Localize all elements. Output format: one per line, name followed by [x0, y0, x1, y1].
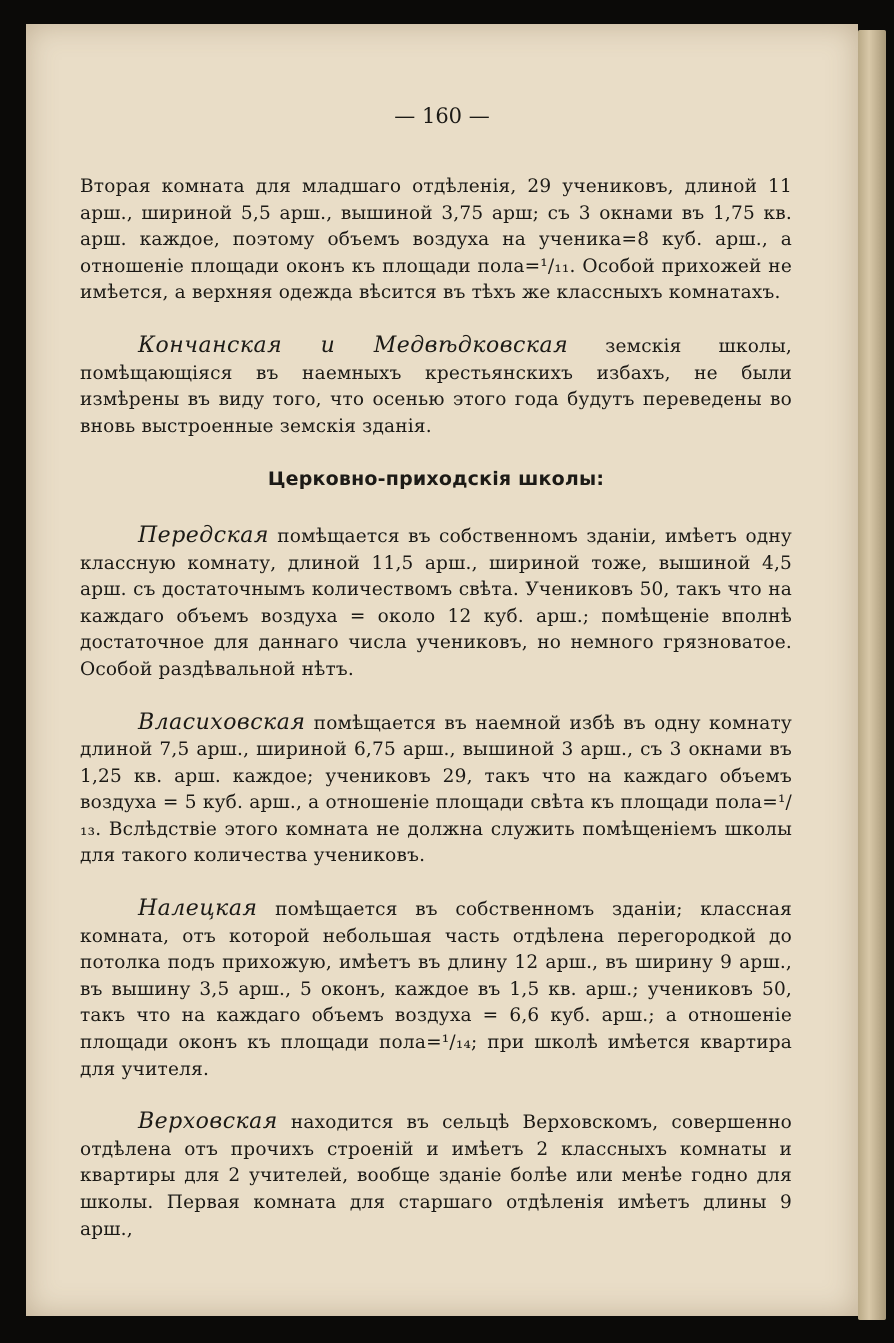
adjacent-page-edge: [858, 30, 886, 1320]
paragraph-second-room: [80, 174, 792, 307]
paragraph-peredskaya: [80, 523, 792, 684]
book-page: [26, 24, 858, 1316]
school-name: Налецкая: [138, 896, 258, 922]
section-heading: Церковно-приходскія школы:: [267, 468, 605, 491]
paragraph-verkhovskaya: [80, 1109, 792, 1243]
page-number: — 160 —: [394, 104, 490, 128]
school-name: Передская: [138, 522, 269, 548]
paragraph-text: Вторая комната для младшаго отдѣленія, 29 учениковъ, длиной 11 арш., шириной 5,5 арш., вышиной 3,75 арш; съ 3 окнами въ 1,75 кв. арш. каждое, поэтому объемъ воздуха на ученика=8 куб. арш., а отношеніе площади оконъ къ площади пола=¹/₁₁. Особой прихожей не имѣется, а верхняя одежда вѣсится въ тѣхъ же классныхъ комнатахъ.: [80, 176, 792, 304]
school-name: Верховская: [138, 1109, 278, 1135]
page-body: [80, 174, 792, 1269]
paragraph-konchanskaya: [80, 333, 792, 440]
paragraph-text: помѣщается въ собственномъ зданіи, имѣетъ одну классную комнату, длиной 11,5 арш., шириной тоже, вышиной 4,5 арш. съ достаточнымъ количествомъ свѣта. Учениковъ 50, такъ что на каждаго объемъ воздуха = около 12 куб. арш.; помѣщеніе вполнѣ достаточное для даннаго числа учениковъ, но немного грязноватое. Особой раздѣвальной нѣтъ.: [80, 525, 792, 680]
paragraph-vlasikhovskaya: [80, 710, 792, 871]
school-name: Власиховская: [138, 709, 306, 735]
paragraph-text: находится въ сельцѣ Верховскомъ, совершенно отдѣлена отъ прочихъ строеній и имѣетъ 2 классныхъ комнаты и квартиры для 2 учителей, вообще зданіе болѣе или менѣе годно для школы. Первая комната для старшаго отдѣленія имѣетъ длины 9 арш.,: [80, 1112, 792, 1240]
paragraph-naletskaya: [80, 896, 792, 1083]
paragraph-text: помѣщается въ наемной избѣ въ одну комнату длиной 7,5 арш., шириной 6,75 арш., вышиной 3 арш., съ 3 окнами въ 1,25 кв. арш. каждое; учениковъ 29, такъ что на каждаго объемъ воздуха = 5 куб. арш., а отношеніе площади свѣта къ площади пола=¹/₁₃. Вслѣдствіе этого комната не должна служить помѣщеніемъ школы для такого количества учениковъ.: [80, 712, 792, 867]
school-name: Кончанская и Медвѣдковская: [138, 332, 569, 358]
paragraph-text: помѣщается въ собственномъ зданіи; классная комната, отъ которой небольшая часть отдѣлена перегородкой до потолка подъ прихожую, имѣетъ въ длину 12 арш., въ ширину 9 арш., въ вышину 3,5 арш., 5 оконъ, каждое въ 1,5 кв. арш.; учениковъ 50, такъ что на каждаго объемъ воздуха = 6,6 куб. арш.; а отношеніе площади оконъ къ площади пола=¹/₁₄; при школѣ имѣется квартира для учителя.: [80, 899, 792, 1080]
paragraph-text: земскія школы, помѣщающіяся въ наемныхъ крестьянскихъ избахъ, не были измѣрены въ виду того, что осенью этого года будутъ переведены во вновь выстроенные земскія зданія.: [80, 335, 792, 437]
